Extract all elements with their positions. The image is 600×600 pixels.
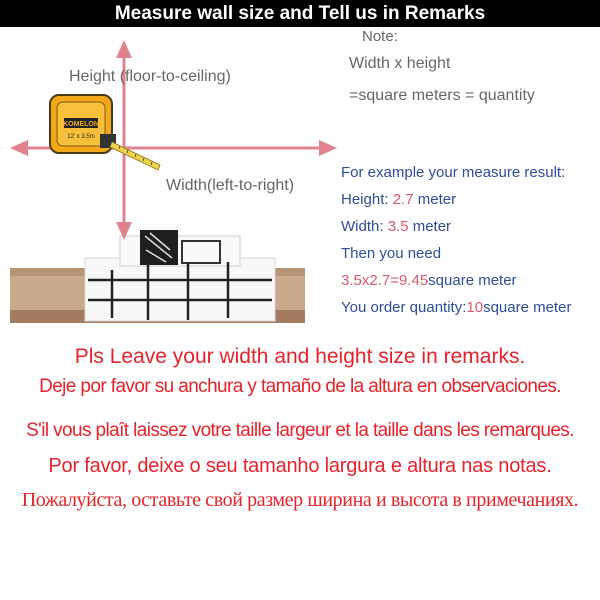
tape-size: 12' x 3.5m: [67, 134, 95, 140]
height-label: Height (floor-to-ceiling): [69, 68, 231, 85]
example-width: [341, 218, 451, 235]
example-width-unit: meter: [408, 218, 452, 235]
example-order-value: 10: [466, 299, 484, 316]
remark-english: Pls Leave your width and height size in remarks.: [74, 345, 526, 368]
example-height: [341, 191, 456, 208]
example-order-prefix: You order quantity:: [341, 299, 467, 316]
note-heading: Note:: [362, 28, 398, 45]
example-height-prefix: Height:: [341, 191, 393, 208]
remark-french: S'il vous plaît laissez votre taille largeur et la taille dans les remarques.: [26, 420, 574, 441]
example-calculation: [341, 272, 517, 289]
example-calc-value: 3.5x2.7=9.45: [341, 272, 429, 289]
width-label: Width(left-to-right): [166, 177, 295, 194]
tape-brand: KOMELON: [63, 121, 99, 128]
example-height-unit: meter: [413, 191, 457, 208]
example-calc-unit: square meter: [428, 272, 517, 289]
example-then: Then you need: [341, 245, 442, 262]
note-result: =square meters = quantity: [349, 87, 535, 104]
example-width-prefix: Width:: [341, 218, 388, 235]
remark-russian: Пожалуйста, оставьте свой размер ширина и высота в примечаниях.: [21, 489, 579, 511]
note-formula: Width x height: [349, 55, 451, 72]
remark-spanish: Deje por favor su anchura y tamaño de la altura en observaciones.: [39, 376, 561, 397]
example-order-unit: square meter: [483, 299, 572, 316]
example-width-value: 3.5: [387, 218, 409, 235]
example-intro: For example your measure result:: [341, 164, 566, 181]
example-height-value: 2.7: [392, 191, 414, 208]
remark-portuguese: Por favor, deixe o seu tamanho largura e altura nas notas.: [48, 455, 552, 477]
title-banner: Measure wall size and Tell us in Remarks: [0, 0, 600, 27]
example-order-quantity: [341, 299, 571, 316]
tape-measure-icon: [50, 95, 160, 170]
bed-illustration: [10, 230, 305, 323]
